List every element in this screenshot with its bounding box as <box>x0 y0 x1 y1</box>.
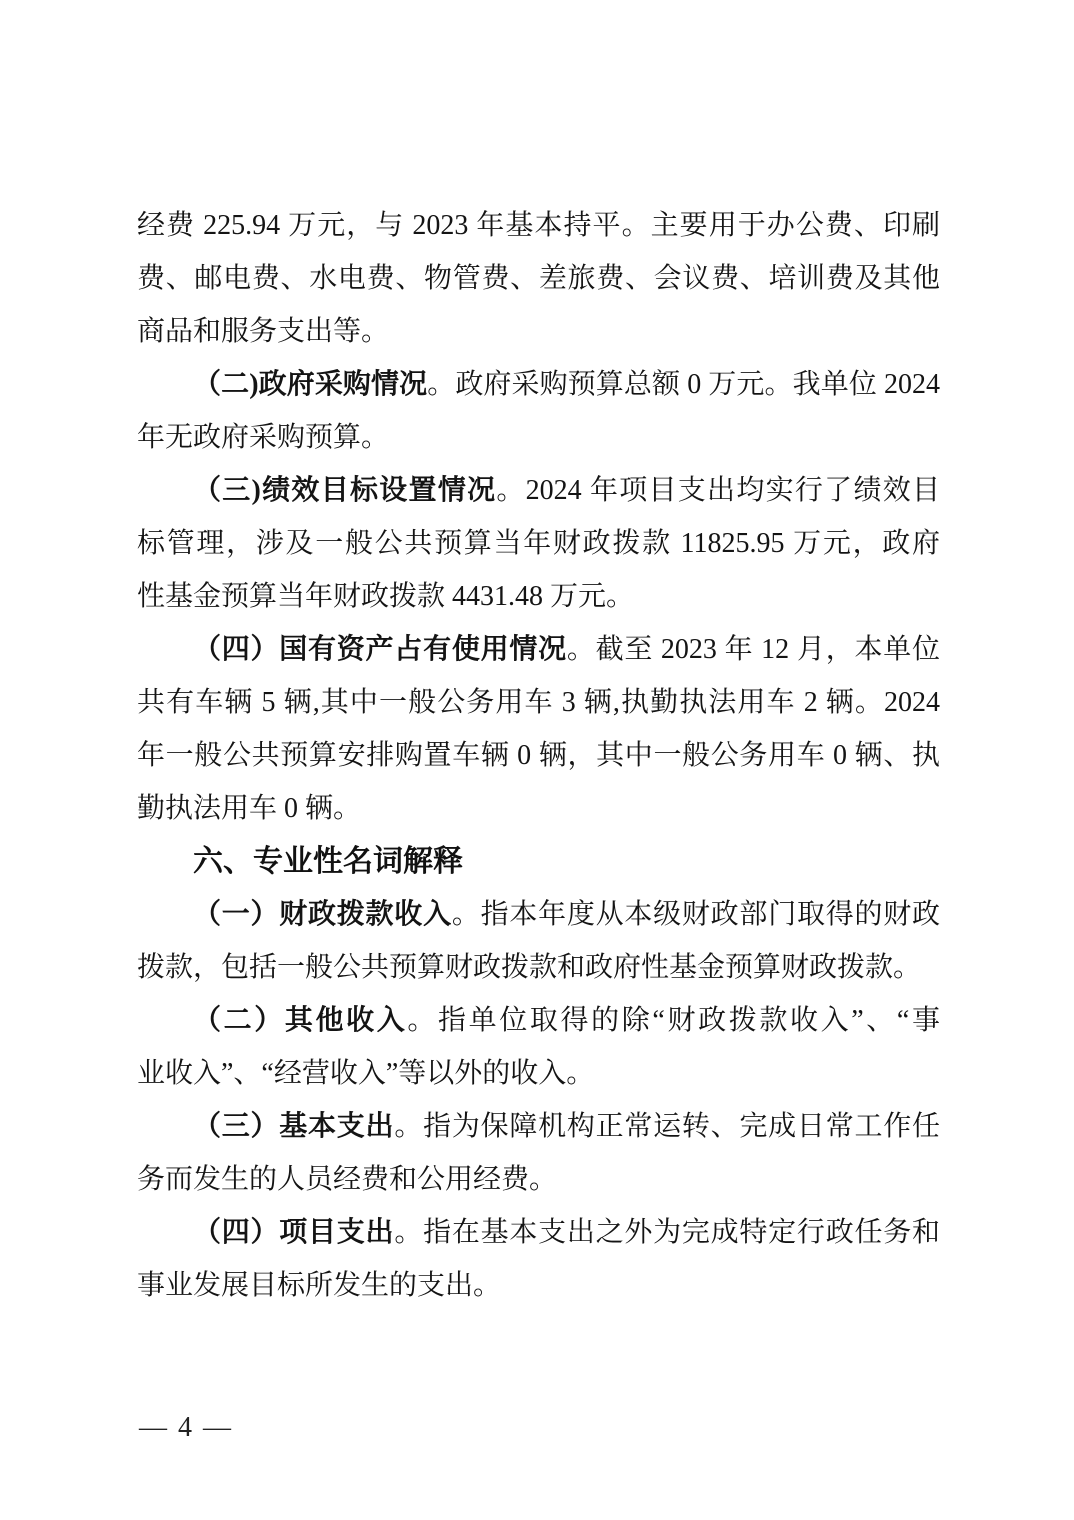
text-segment: 事业发展目标所发生的支出。 <box>137 1270 502 1301</box>
text-line <box>137 888 940 941</box>
text-line <box>137 623 940 676</box>
text-segment: 。2024 年项目支出均实行了绩效目 <box>496 475 940 506</box>
inline-heading: （三）基本支出 <box>193 1111 395 1142</box>
inline-heading: （四）项目支出 <box>193 1217 395 1248</box>
text-segment: 业收入”、“经营收入”等以外的收入。 <box>137 1058 595 1089</box>
text-line <box>137 729 940 782</box>
text-segment: 共有车辆 5 辆,其中一般公务用车 3 辆,执勤执法用车 2 辆。2024 <box>137 687 940 718</box>
text-line <box>137 941 940 994</box>
text-segment: 。截至 2023 年 12 月，本单位 <box>566 634 940 665</box>
text-line <box>137 252 940 305</box>
text-line <box>137 994 940 1047</box>
inline-heading: （三)绩效目标设置情况 <box>193 475 497 506</box>
text-segment: 。指在基本支出之外为完成特定行政任务和 <box>394 1217 940 1248</box>
text-segment: 费、邮电费、水电费、物管费、差旅费、会议费、培训费及其他 <box>137 263 940 294</box>
text-segment: 年一般公共预算安排购置车辆 0 辆，其中一般公务用车 0 辆、执 <box>137 740 940 771</box>
text-line <box>137 305 940 358</box>
text-line <box>137 676 940 729</box>
text-line <box>137 517 940 570</box>
text-segment: 务而发生的人员经费和公用经费。 <box>137 1164 558 1195</box>
page-number: — 4 — <box>139 1412 233 1443</box>
inline-heading: （二)政府采购情况 <box>193 369 428 400</box>
text-line <box>137 411 940 464</box>
text-line <box>137 199 940 252</box>
text-line <box>137 1259 940 1312</box>
text-segment: 性基金预算当年财政拨款 4431.48 万元。 <box>137 581 635 612</box>
text-segment: 。政府采购预算总额 0 万元。我单位 2024 <box>427 369 940 400</box>
text-line <box>137 464 940 517</box>
text-line <box>137 570 940 623</box>
text-line <box>137 1206 940 1259</box>
inline-heading: （四）国有资产占有使用情况 <box>193 634 567 665</box>
text-segment: 。指为保障机构正常运转、完成日常工作任 <box>394 1111 940 1142</box>
text-line <box>137 358 940 411</box>
text-segment: 经费 225.94 万元，与 2023 年基本持平。主要用于办公费、印刷 <box>137 210 940 241</box>
text-segment: 。指本年度从本级财政部门取得的财政 <box>451 899 940 930</box>
text-segment: 拨款，包括一般公共预算财政拨款和政府性基金预算财政拨款。 <box>137 952 922 983</box>
text-line <box>137 1153 940 1206</box>
text-line <box>137 782 940 835</box>
text-segment: 。指单位取得的除“财政拨款收入”、“事 <box>407 1005 940 1036</box>
text-segment: 年无政府采购预算。 <box>137 422 390 453</box>
text-line <box>137 1100 940 1153</box>
text-line <box>137 1047 940 1100</box>
text-segment: 商品和服务支出等。 <box>137 316 390 347</box>
text-segment: 标管理，涉及一般公共预算当年财政拨款 11825.95 万元，政府 <box>137 528 940 559</box>
document-body <box>137 199 940 1312</box>
inline-heading: （一）财政拨款收入 <box>193 899 452 930</box>
inline-heading: （二）其他收入 <box>193 1005 408 1036</box>
section-heading: 六、专业性名词解释 <box>193 845 463 878</box>
text-segment: 勤执法用车 0 辆。 <box>137 793 362 824</box>
